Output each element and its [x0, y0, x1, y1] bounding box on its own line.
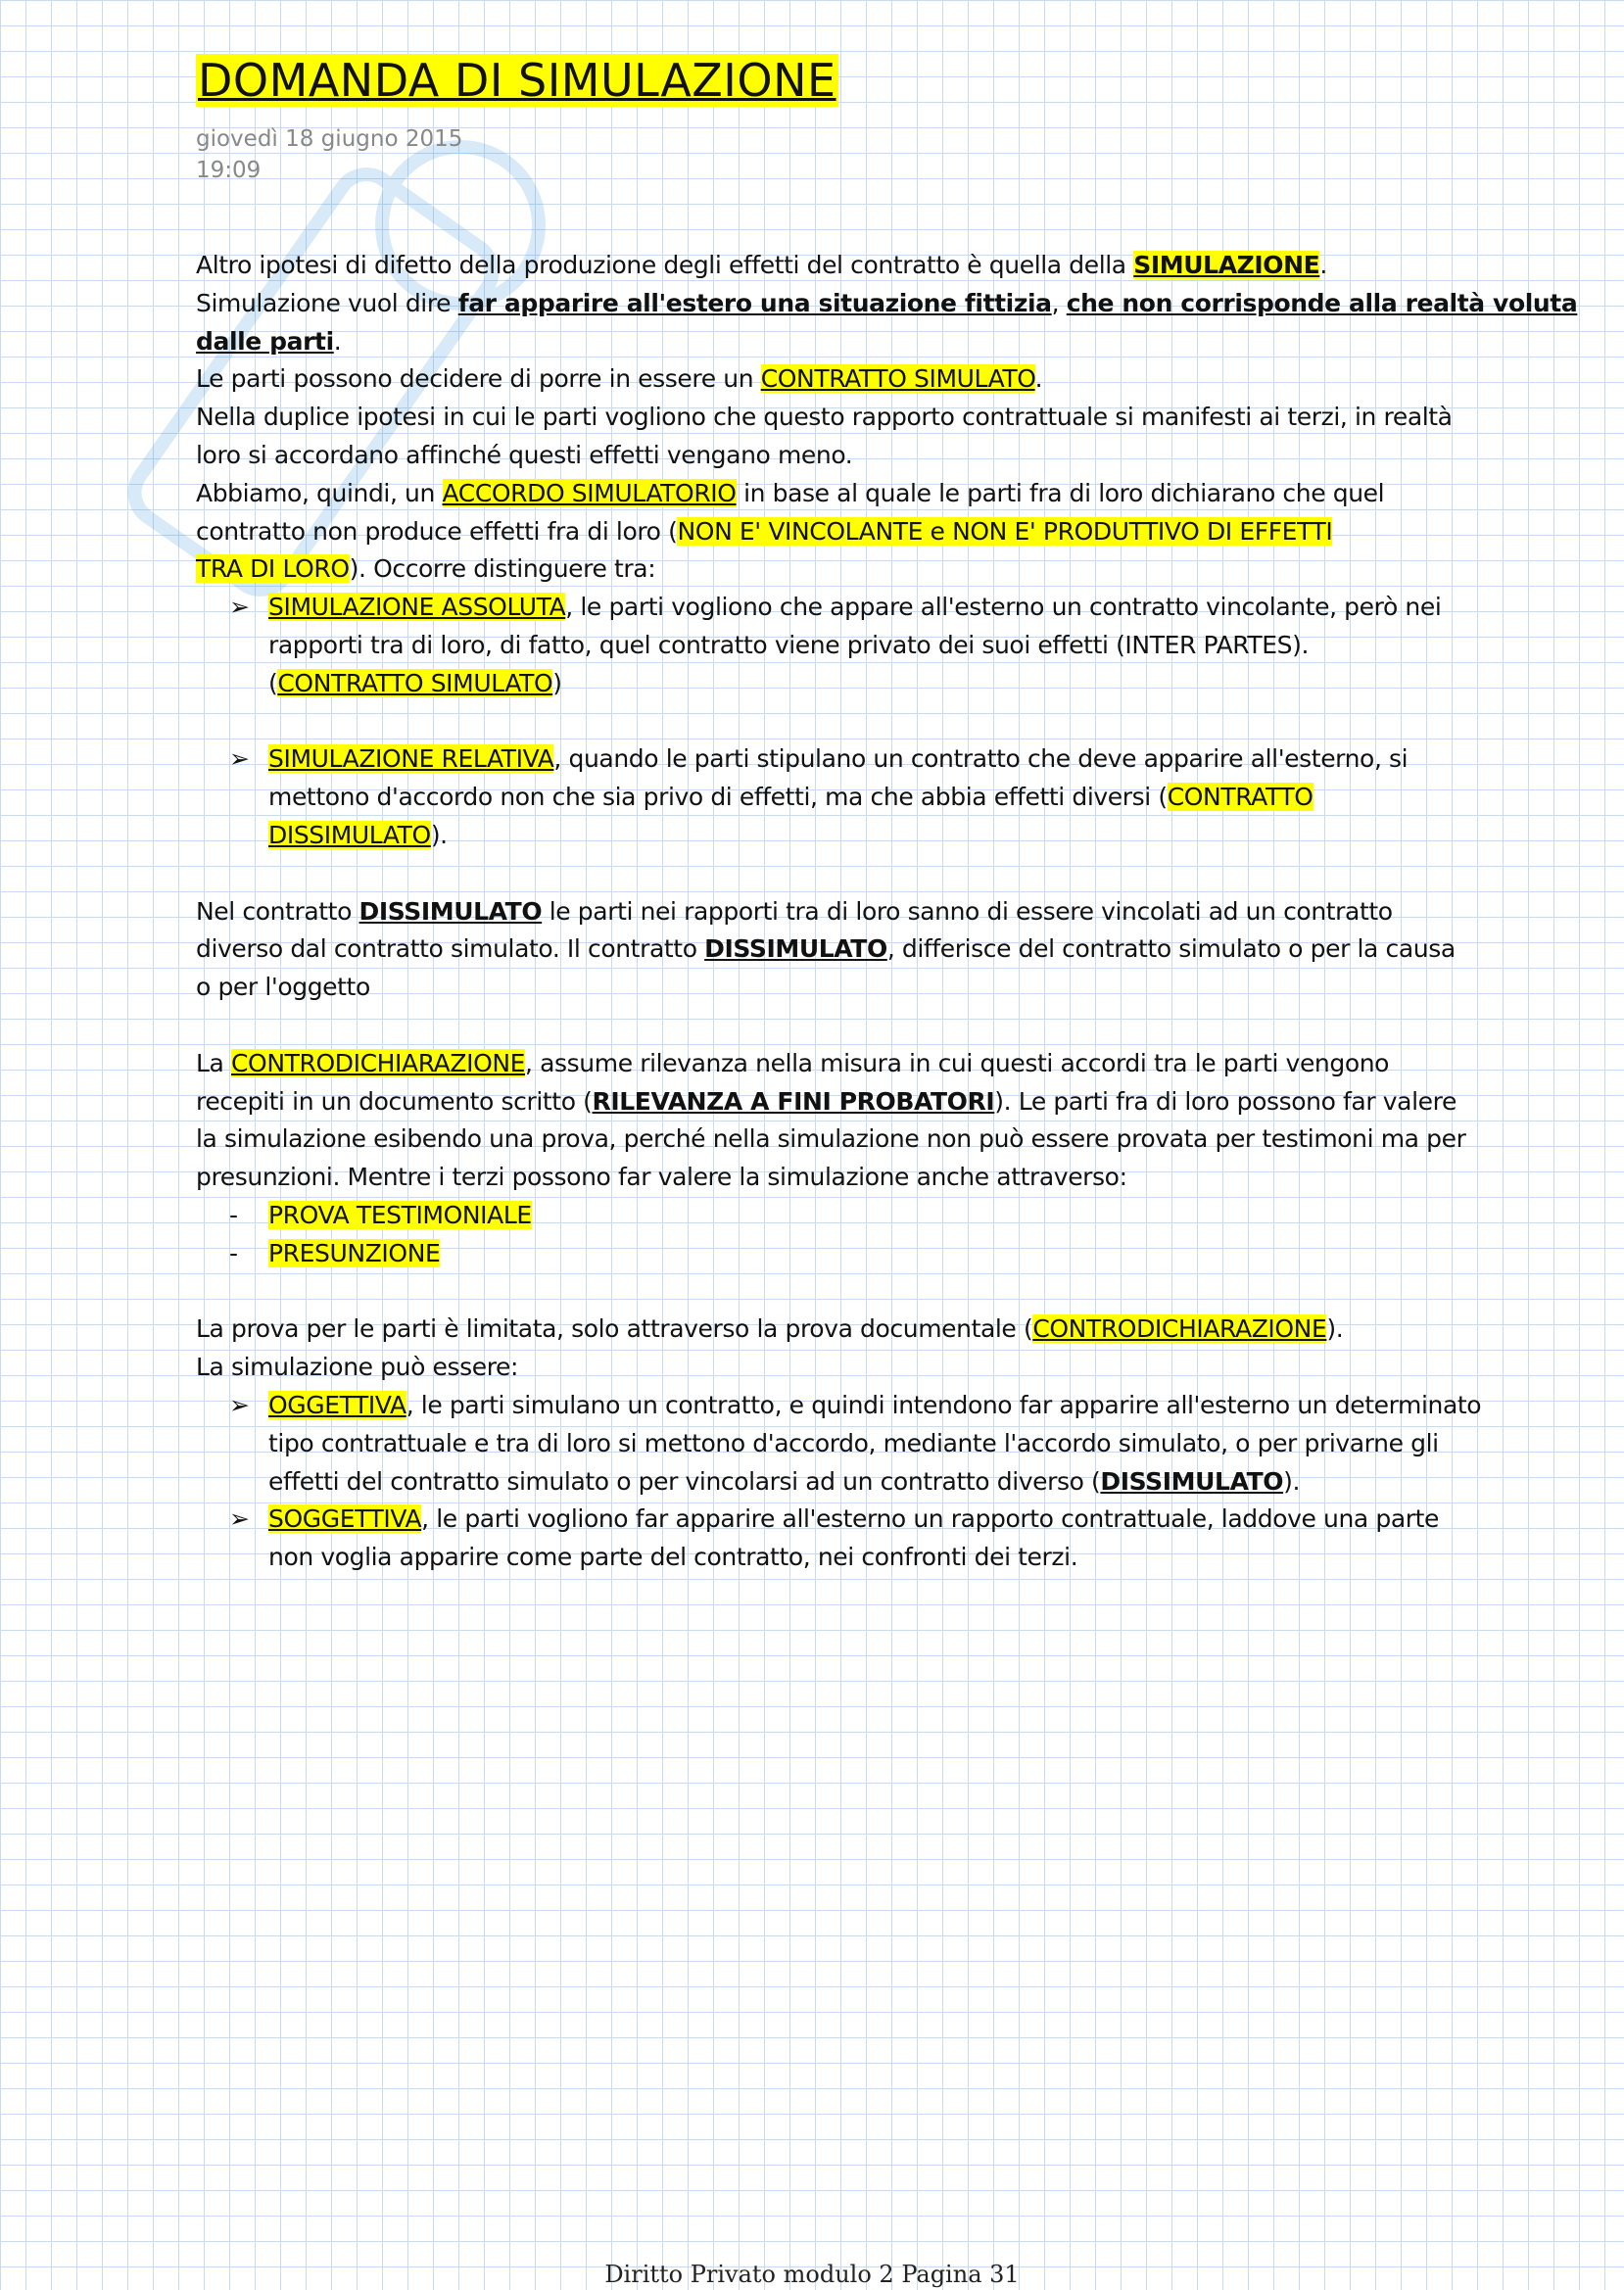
emphasized-text: DISSIMULATO — [358, 896, 543, 926]
text-segment: effetti del contratto simulato o per vincolarsi ad un contratto diverso ( — [268, 1466, 1101, 1496]
emphasized-text: SIMULAZIONE RELATIVA — [268, 744, 554, 774]
text-segment: le parti nei rapporti tra di loro sanno di essere vincolati ad un contratto — [542, 896, 1393, 926]
text-segment: ). — [1283, 1466, 1300, 1496]
text-segment: o per l'oggetto — [196, 973, 370, 1002]
emphasized-text: DISSIMULATO — [704, 934, 887, 964]
emphasized-text: CONTRATTO SIMULATO — [760, 364, 1035, 394]
text-line — [196, 930, 1587, 969]
text-line — [196, 893, 1587, 931]
list-item-line — [196, 665, 1587, 703]
list-item-line — [196, 627, 1587, 665]
text-segment: diverso dal contratto simulato. Il contratto — [196, 934, 705, 964]
emphasized-text: DISSIMULATO — [1100, 1466, 1284, 1496]
emphasized-text: NON E' VINCOLANTE e NON E' PRODUTTIVO DI EFFETTI — [677, 516, 1333, 546]
text-segment: ( — [268, 668, 278, 697]
text-segment: , assume rilevanza nella misura in cui questi accordi tra le parti vengono — [525, 1048, 1390, 1077]
list-item-line — [196, 1425, 1587, 1463]
emphasized-text: TRA DI LORO — [196, 554, 350, 584]
text-segment: rapporti tra di loro, di fatto, quel contratto viene privato dei suoi effetti (INTER PARTES). — [268, 630, 1310, 659]
text-segment: ) — [552, 668, 562, 697]
emphasized-text: SIMULAZIONE ASSOLUTA — [268, 593, 566, 622]
blank-line — [196, 1007, 1587, 1045]
text-segment: ). — [430, 820, 448, 849]
text-line — [196, 323, 1587, 361]
list-item-line — [196, 779, 1587, 817]
page-footer: Diritto Privato modulo 2 Pagina 31 — [604, 2261, 1020, 2288]
dash-bullet-icon: - — [229, 1238, 238, 1267]
emphasized-text: dalle parti — [196, 326, 334, 356]
text-line — [196, 247, 1587, 285]
blank-line — [196, 703, 1587, 741]
list-item-line — [196, 817, 1587, 855]
note-date: giovedì 18 giugno 2015 — [196, 126, 463, 152]
dash-bullet-icon: - — [229, 1200, 238, 1229]
text-segment: , quando le parti stipulano un contratto che deve apparire all'esterno, si — [553, 744, 1409, 774]
blank-line — [196, 1273, 1587, 1312]
text-segment: . — [1319, 251, 1327, 279]
document-body — [196, 247, 1587, 1577]
text-line — [196, 969, 1587, 1007]
text-segment: la simulazione esibendo una prova, perché nella simulazione non può essere provata per testimoni ma per — [196, 1124, 1466, 1154]
text-line — [196, 513, 1587, 551]
arrow-bullet-icon: ➢ — [229, 1390, 250, 1419]
text-segment: . — [333, 326, 342, 356]
list-item-line — [196, 1539, 1587, 1577]
list-item-line — [196, 589, 1587, 627]
list-item-line — [196, 1387, 1587, 1425]
text-segment: , le parti vogliono far apparire all'esterno un rapporto contrattuale, laddove una parte — [421, 1504, 1440, 1534]
text-segment: La — [196, 1048, 231, 1077]
text-line — [196, 399, 1587, 437]
list-item-line — [196, 1463, 1587, 1502]
text-segment: La prova per le parti è limitata, solo attraverso la prova documentale ( — [196, 1314, 1033, 1344]
blank-line — [196, 855, 1587, 893]
text-line — [196, 360, 1587, 399]
text-segment: , le parti vogliono che appare all'esterno un contratto vincolante, però nei — [565, 593, 1442, 622]
emphasized-text: PRESUNZIONE — [268, 1238, 441, 1267]
text-segment: contratto non produce effetti fra di loro ( — [196, 516, 678, 546]
text-line — [196, 475, 1587, 513]
text-line — [196, 1159, 1587, 1197]
text-line — [196, 1311, 1587, 1349]
text-segment: mettono d'accordo non che sia privo di effetti, ma che abbia effetti diversi ( — [268, 783, 1168, 812]
text-segment: , differisce del contratto simulato o per la causa — [886, 934, 1456, 964]
text-segment: ). — [1326, 1314, 1344, 1344]
text-segment: in base al quale le parti fra di loro dichiarano che quel — [736, 478, 1385, 507]
emphasized-text: che non corrisponde alla realtà voluta — [1066, 288, 1578, 317]
text-segment: loro si accordano affinché questi effetti vengano meno. — [196, 440, 853, 469]
emphasized-text: PROVA TESTIMONIALE — [268, 1200, 532, 1229]
list-item-line — [196, 1197, 1587, 1235]
note-time: 19:09 — [196, 158, 262, 183]
list-item-line — [196, 1501, 1587, 1539]
text-segment: Altro ipotesi di difetto della produzione degli effetti del contratto è quella della — [196, 251, 1134, 279]
text-segment: non voglia apparire come parte del contratto, nei confronti dei terzi. — [268, 1543, 1078, 1572]
text-segment: Nella duplice ipotesi in cui le parti vogliono che questo rapporto contrattuale si manifesti ai terzi, in realtà — [196, 403, 1453, 432]
text-line — [196, 1349, 1587, 1387]
text-segment: Simulazione vuol dire — [196, 288, 458, 317]
text-line — [196, 1083, 1587, 1121]
text-segment: ). Le parti fra di loro possono far valere — [994, 1086, 1457, 1116]
text-segment: ). Occorre distinguere tra: — [349, 554, 656, 584]
emphasized-text: DISSIMULATO — [268, 820, 431, 849]
emphasized-text: far apparire all'estero una situazione fittizia — [457, 288, 1052, 317]
list-item-line — [196, 1235, 1587, 1273]
arrow-bullet-icon: ➢ — [229, 1504, 250, 1534]
text-segment: Le parti possono decidere di porre in essere un — [196, 364, 761, 394]
emphasized-text: SIMULAZIONE — [1133, 251, 1320, 279]
arrow-bullet-icon: ➢ — [229, 593, 250, 622]
emphasized-text: SOGGETTIVA — [268, 1504, 422, 1534]
emphasized-text: CONTRATTO — [1167, 783, 1314, 812]
text-segment: presunzioni. Mentre i terzi possono far valere la simulazione anche attraverso: — [196, 1163, 1127, 1192]
emphasized-text: OGGETTIVA — [268, 1390, 406, 1419]
text-line — [196, 285, 1587, 323]
emphasized-text: CONTRATTO SIMULATO — [277, 668, 553, 697]
text-segment: La simulazione può essere: — [196, 1353, 519, 1382]
emphasized-text: RILEVANZA A FINI PROBATORI — [592, 1086, 995, 1116]
emphasized-text: CONTRODICHIARAZIONE — [1032, 1314, 1327, 1344]
text-segment: Abbiamo, quindi, un — [196, 478, 443, 507]
text-segment: tipo contrattuale e tra di loro si mettono d'accordo, mediante l'accordo simulato, o per privarne gli — [268, 1428, 1439, 1457]
list-item-line — [196, 740, 1587, 779]
text-segment: recepiti in un documento scritto ( — [196, 1086, 593, 1116]
text-segment: , — [1051, 288, 1067, 317]
text-segment: , le parti simulano un contratto, e quindi intendono far apparire all'esterno un determinato — [406, 1390, 1482, 1419]
text-line — [196, 550, 1587, 589]
document-title: DOMANDA DI SIMULAZIONE — [198, 54, 836, 107]
text-line — [196, 1121, 1587, 1159]
text-segment: . — [1034, 364, 1043, 394]
text-line — [196, 437, 1587, 475]
emphasized-text: CONTRODICHIARAZIONE — [231, 1048, 526, 1077]
arrow-bullet-icon: ➢ — [229, 744, 250, 774]
emphasized-text: ACCORDO SIMULATORIO — [442, 478, 737, 507]
text-line — [196, 1045, 1587, 1083]
text-segment: Nel contratto — [196, 896, 359, 926]
